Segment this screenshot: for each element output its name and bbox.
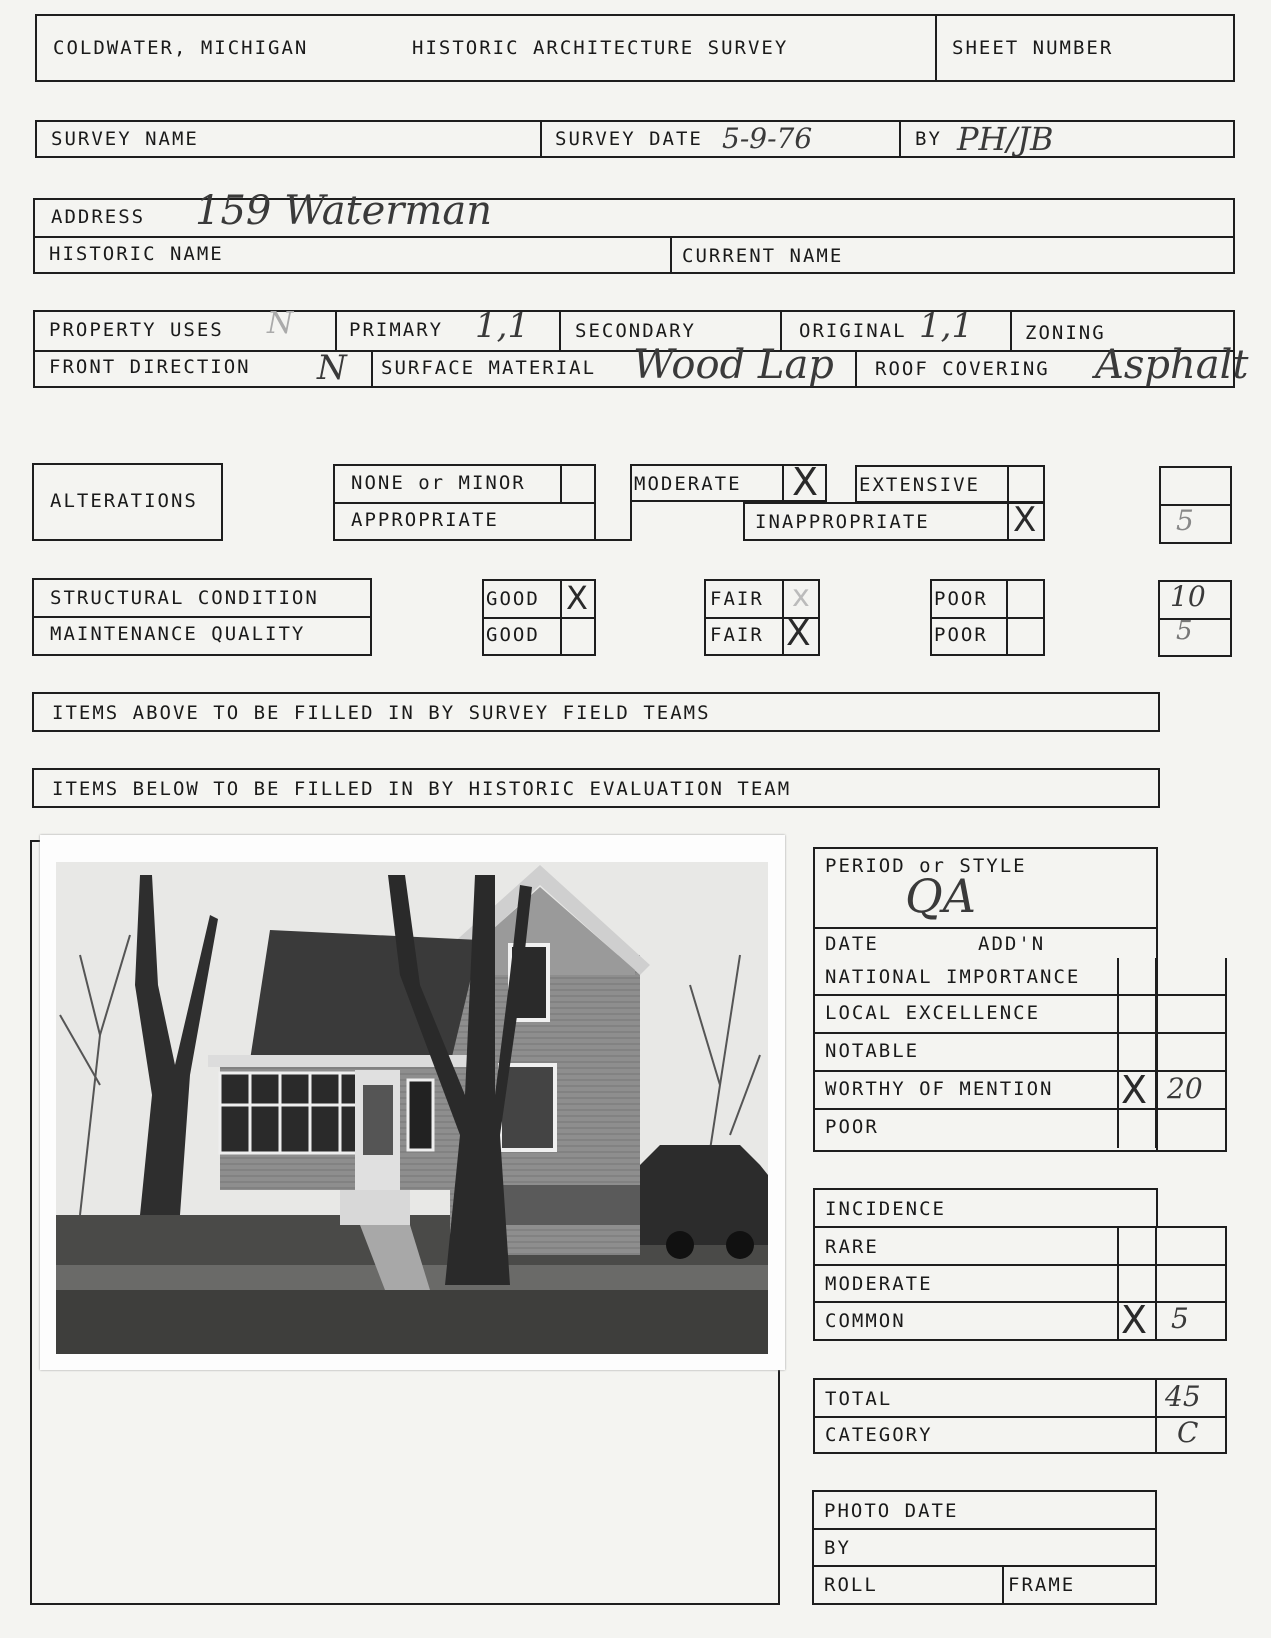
maintenance-quality-label: MAINTENANCE QUALITY <box>50 623 306 645</box>
city-label: COLDWATER, MICHIGAN <box>53 37 309 59</box>
fair-label-1: FAIR <box>710 588 764 610</box>
current-name-label: CURRENT NAME <box>682 245 844 267</box>
maintenance-score: 5 <box>1176 616 1193 646</box>
survey-row <box>35 120 1235 158</box>
survey-date-value: 5-9-76 <box>722 122 813 155</box>
incidence-rows <box>813 1226 1227 1341</box>
total-value: 45 <box>1165 1380 1201 1413</box>
appropriate-label: APPROPRIATE <box>351 509 499 531</box>
poor-label-1: POOR <box>934 588 988 610</box>
eval-worthy-check: X <box>1121 1068 1148 1112</box>
maintenance-fair-check: X <box>786 613 811 654</box>
note-below-box <box>32 768 1160 808</box>
eval-row-worthy: WORTHY OF MENTION <box>825 1078 1054 1100</box>
extensive-box <box>855 465 1045 503</box>
survey-by-label: BY <box>915 128 942 150</box>
category-value: C <box>1177 1416 1199 1449</box>
good-label-1: GOOD <box>486 588 540 610</box>
zoning-label: ZONING <box>1025 322 1106 344</box>
property-uses-label: PROPERTY USES <box>49 319 224 341</box>
incidence-common-check: X <box>1121 1298 1148 1342</box>
property-uses-value: N <box>267 306 294 341</box>
eval-row-notable: NOTABLE <box>825 1040 920 1062</box>
historic-name-label: HISTORIC NAME <box>49 243 224 265</box>
fair-label-2: FAIR <box>710 624 764 646</box>
good-box <box>482 579 596 656</box>
front-direction-label: FRONT DIRECTION <box>49 356 251 378</box>
incidence-common: COMMON <box>825 1310 906 1332</box>
alterations-score-box <box>1159 466 1232 544</box>
property-block <box>33 306 1249 388</box>
primary-value: 1,1 <box>475 306 530 346</box>
house-photo-image <box>40 835 785 1370</box>
period-style-value: QA <box>905 869 976 923</box>
alterations-label: ALTERATIONS <box>50 490 198 512</box>
moderate-label: MODERATE <box>634 473 742 495</box>
roof-covering-label: ROOF COVERING <box>875 358 1050 380</box>
primary-label: PRIMARY <box>349 319 444 341</box>
eval-worthy-score: 20 <box>1167 1072 1203 1105</box>
extensive-label: EXTENSIVE <box>859 474 980 496</box>
original-label: ORIGINAL <box>799 320 907 342</box>
inappropriate-label: INAPPROPRIATE <box>755 511 930 533</box>
condition-score-box <box>1158 580 1232 657</box>
date-label: DATE <box>825 933 879 955</box>
secondary-label: SECONDARY <box>575 320 696 342</box>
survey-date-label: SURVEY DATE <box>555 128 703 150</box>
category-label: CATEGORY <box>825 1424 933 1446</box>
eval-row-poor: POOR <box>825 1116 879 1138</box>
inappropriate-box <box>743 502 1045 541</box>
poor-label-2: POOR <box>934 624 988 646</box>
incidence-rare: RARE <box>825 1236 879 1258</box>
surface-material-value: Wood Lap <box>633 342 834 388</box>
fair-box <box>704 579 820 656</box>
note-above: ITEMS ABOVE TO BE FILLED IN BY SURVEY FIELD TEAMS <box>52 702 711 724</box>
frame-label: FRAME <box>1008 1574 1076 1596</box>
front-direction-value: N <box>317 348 347 388</box>
good-label-2: GOOD <box>486 624 540 646</box>
poor-box <box>930 579 1045 656</box>
structural-good-check: X <box>566 579 588 617</box>
incidence-common-score: 5 <box>1171 1302 1189 1335</box>
period-style-label: PERIOD or STYLE <box>825 855 1027 877</box>
photo-by-label: BY <box>824 1537 851 1559</box>
alterations-grid-left <box>333 464 596 541</box>
alterations-score: 5 <box>1176 504 1194 537</box>
incidence-table <box>813 1188 1158 1228</box>
roof-covering-value: Asphalt <box>1095 342 1249 388</box>
address-label: ADDRESS <box>51 206 146 228</box>
form-title: HISTORIC ARCHITECTURE SURVEY <box>412 37 789 59</box>
eval-row-national: NATIONAL IMPORTANCE <box>825 966 1081 988</box>
addn-label: ADD'N <box>978 933 1046 955</box>
structural-score: 10 <box>1170 580 1206 613</box>
eval-row-local: LOCAL EXCELLENCE <box>825 1002 1041 1024</box>
alterations-label-box <box>32 463 223 541</box>
evaluation-rows <box>813 958 1227 1152</box>
incidence-label: INCIDENCE <box>825 1198 946 1220</box>
original-value: 1,1 <box>919 306 974 346</box>
moderate-box <box>630 460 827 504</box>
condition-label-box <box>32 578 372 656</box>
total-label: TOTAL <box>825 1388 893 1410</box>
roll-label: ROLL <box>824 1574 878 1596</box>
totals-table <box>813 1378 1227 1454</box>
survey-name-label: SURVEY NAME <box>51 128 199 150</box>
survey-by-value: PH/JB <box>957 120 1054 158</box>
inappropriate-check: X <box>1013 500 1037 540</box>
structural-fair-check: x <box>792 579 810 614</box>
incidence-moderate: MODERATE <box>825 1273 933 1295</box>
structural-condition-label: STRUCTURAL CONDITION <box>50 587 319 609</box>
photo-info-table <box>812 1490 1157 1605</box>
alterations-grid-mid <box>594 464 632 541</box>
moderate-check: X <box>792 460 819 504</box>
photo-date-label: PHOTO DATE <box>824 1500 959 1522</box>
address-block <box>33 188 1235 274</box>
note-above-box <box>32 692 1160 732</box>
note-below: ITEMS BELOW TO BE FILLED IN BY HISTORIC EVALUATION TEAM <box>52 778 792 800</box>
sheet-number-label: SHEET NUMBER <box>952 37 1114 59</box>
none-minor-label: NONE or MINOR <box>351 472 526 494</box>
surface-material-label: SURFACE MATERIAL <box>381 357 597 379</box>
house-photo <box>40 835 785 1370</box>
header-box <box>35 14 1235 82</box>
address-value: 159 Waterman <box>195 188 492 234</box>
